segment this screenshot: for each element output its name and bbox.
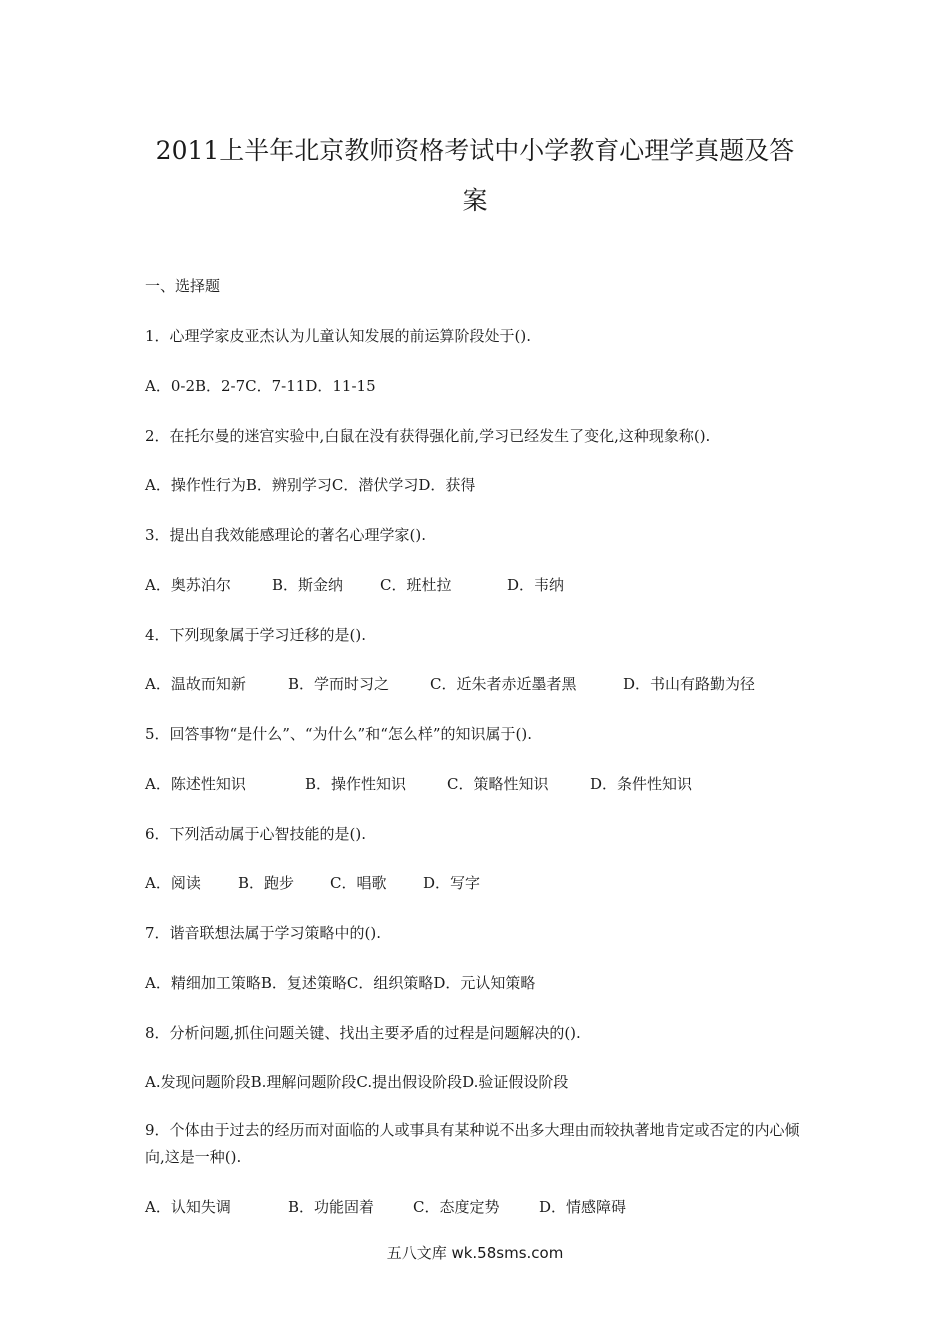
document-title-line-2: 案: [462, 186, 488, 215]
question-6-stem: 6．下列活动属于心智技能的是().: [145, 825, 367, 843]
question-5-option-a: A．陈述性知识: [145, 775, 246, 793]
question-4-option-b: B．学而时习之: [288, 675, 390, 693]
question-3-option-d: D．韦纳: [507, 576, 565, 594]
section-heading: 一、选择题: [145, 277, 221, 295]
question-2-stem: 2．在托尔曼的迷宫实验中,白鼠在没有获得强化前,学习已经发生了变化,这种现象称().: [145, 427, 711, 445]
question-5-option-d: D．条件性知识: [590, 775, 693, 793]
question-7-options: A．精细加工策略B．复述策略C．组织策略D．元认知策略: [145, 974, 536, 992]
question-9-option-d: D．情感障碍: [539, 1198, 627, 1216]
question-5-stem: 5．回答事物“是什么”、“为什么”和“怎么样”的知识属于().: [145, 725, 533, 743]
question-9-option-a: A．认知失调: [145, 1198, 231, 1216]
question-6-option-b: B．跑步: [238, 874, 295, 892]
question-5-option-b: B．操作性知识: [305, 775, 407, 793]
question-8-options: A.发现问题阶段B.理解问题阶段C.提出假设阶段D.验证假设阶段: [145, 1073, 569, 1091]
question-6-option-c: C．唱歌: [330, 874, 387, 892]
document-title-line-1: 2011上半年北京教师资格考试中小学教育心理学真题及答: [155, 136, 795, 165]
question-9-stem: 9．个体由于过去的经历而对面临的人或事具有某种说不出多大理由而较执著地肯定或否定的内心倾向,这是一种().: [145, 1121, 800, 1166]
question-8-stem: 8．分析问题,抓住问题关键、找出主要矛盾的过程是问题解决的().: [145, 1024, 581, 1042]
footer-watermark: 五八文库 wk.58sms.com: [386, 1244, 564, 1262]
question-1-stem: 1．心理学家皮亚杰认为儿童认知发展的前运算阶段处于().: [145, 327, 532, 345]
question-1-options: A．0-2B．2-7C．7-11D．11-15: [145, 377, 376, 395]
question-4-option-c: C．近朱者赤近墨者黑: [430, 675, 577, 693]
question-3-option-a: A．奥苏泊尔: [145, 576, 231, 594]
question-3-stem: 3．提出自我效能感理论的著名心理学家().: [145, 526, 427, 544]
question-6-option-a: A．阅读: [145, 874, 201, 892]
question-5-option-c: C．策略性知识: [447, 775, 549, 793]
question-4-option-d: D．书山有路勤为径: [623, 675, 756, 693]
question-9-option-b: B．功能固着: [288, 1198, 375, 1216]
question-2-options: A．操作性行为B．辨别学习C．潜伏学习D．获得: [145, 476, 476, 494]
question-6-option-d: D．写字: [423, 874, 481, 892]
question-9-option-c: C．态度定势: [413, 1198, 500, 1216]
question-3-option-b: B．斯金纳: [272, 576, 344, 594]
question-7-stem: 7．谐音联想法属于学习策略中的().: [145, 924, 382, 942]
question-4-stem: 4．下列现象属于学习迁移的是().: [145, 626, 367, 644]
question-3-option-c: C．班杜拉: [380, 576, 452, 594]
question-4-option-a: A．温故而知新: [145, 675, 246, 693]
